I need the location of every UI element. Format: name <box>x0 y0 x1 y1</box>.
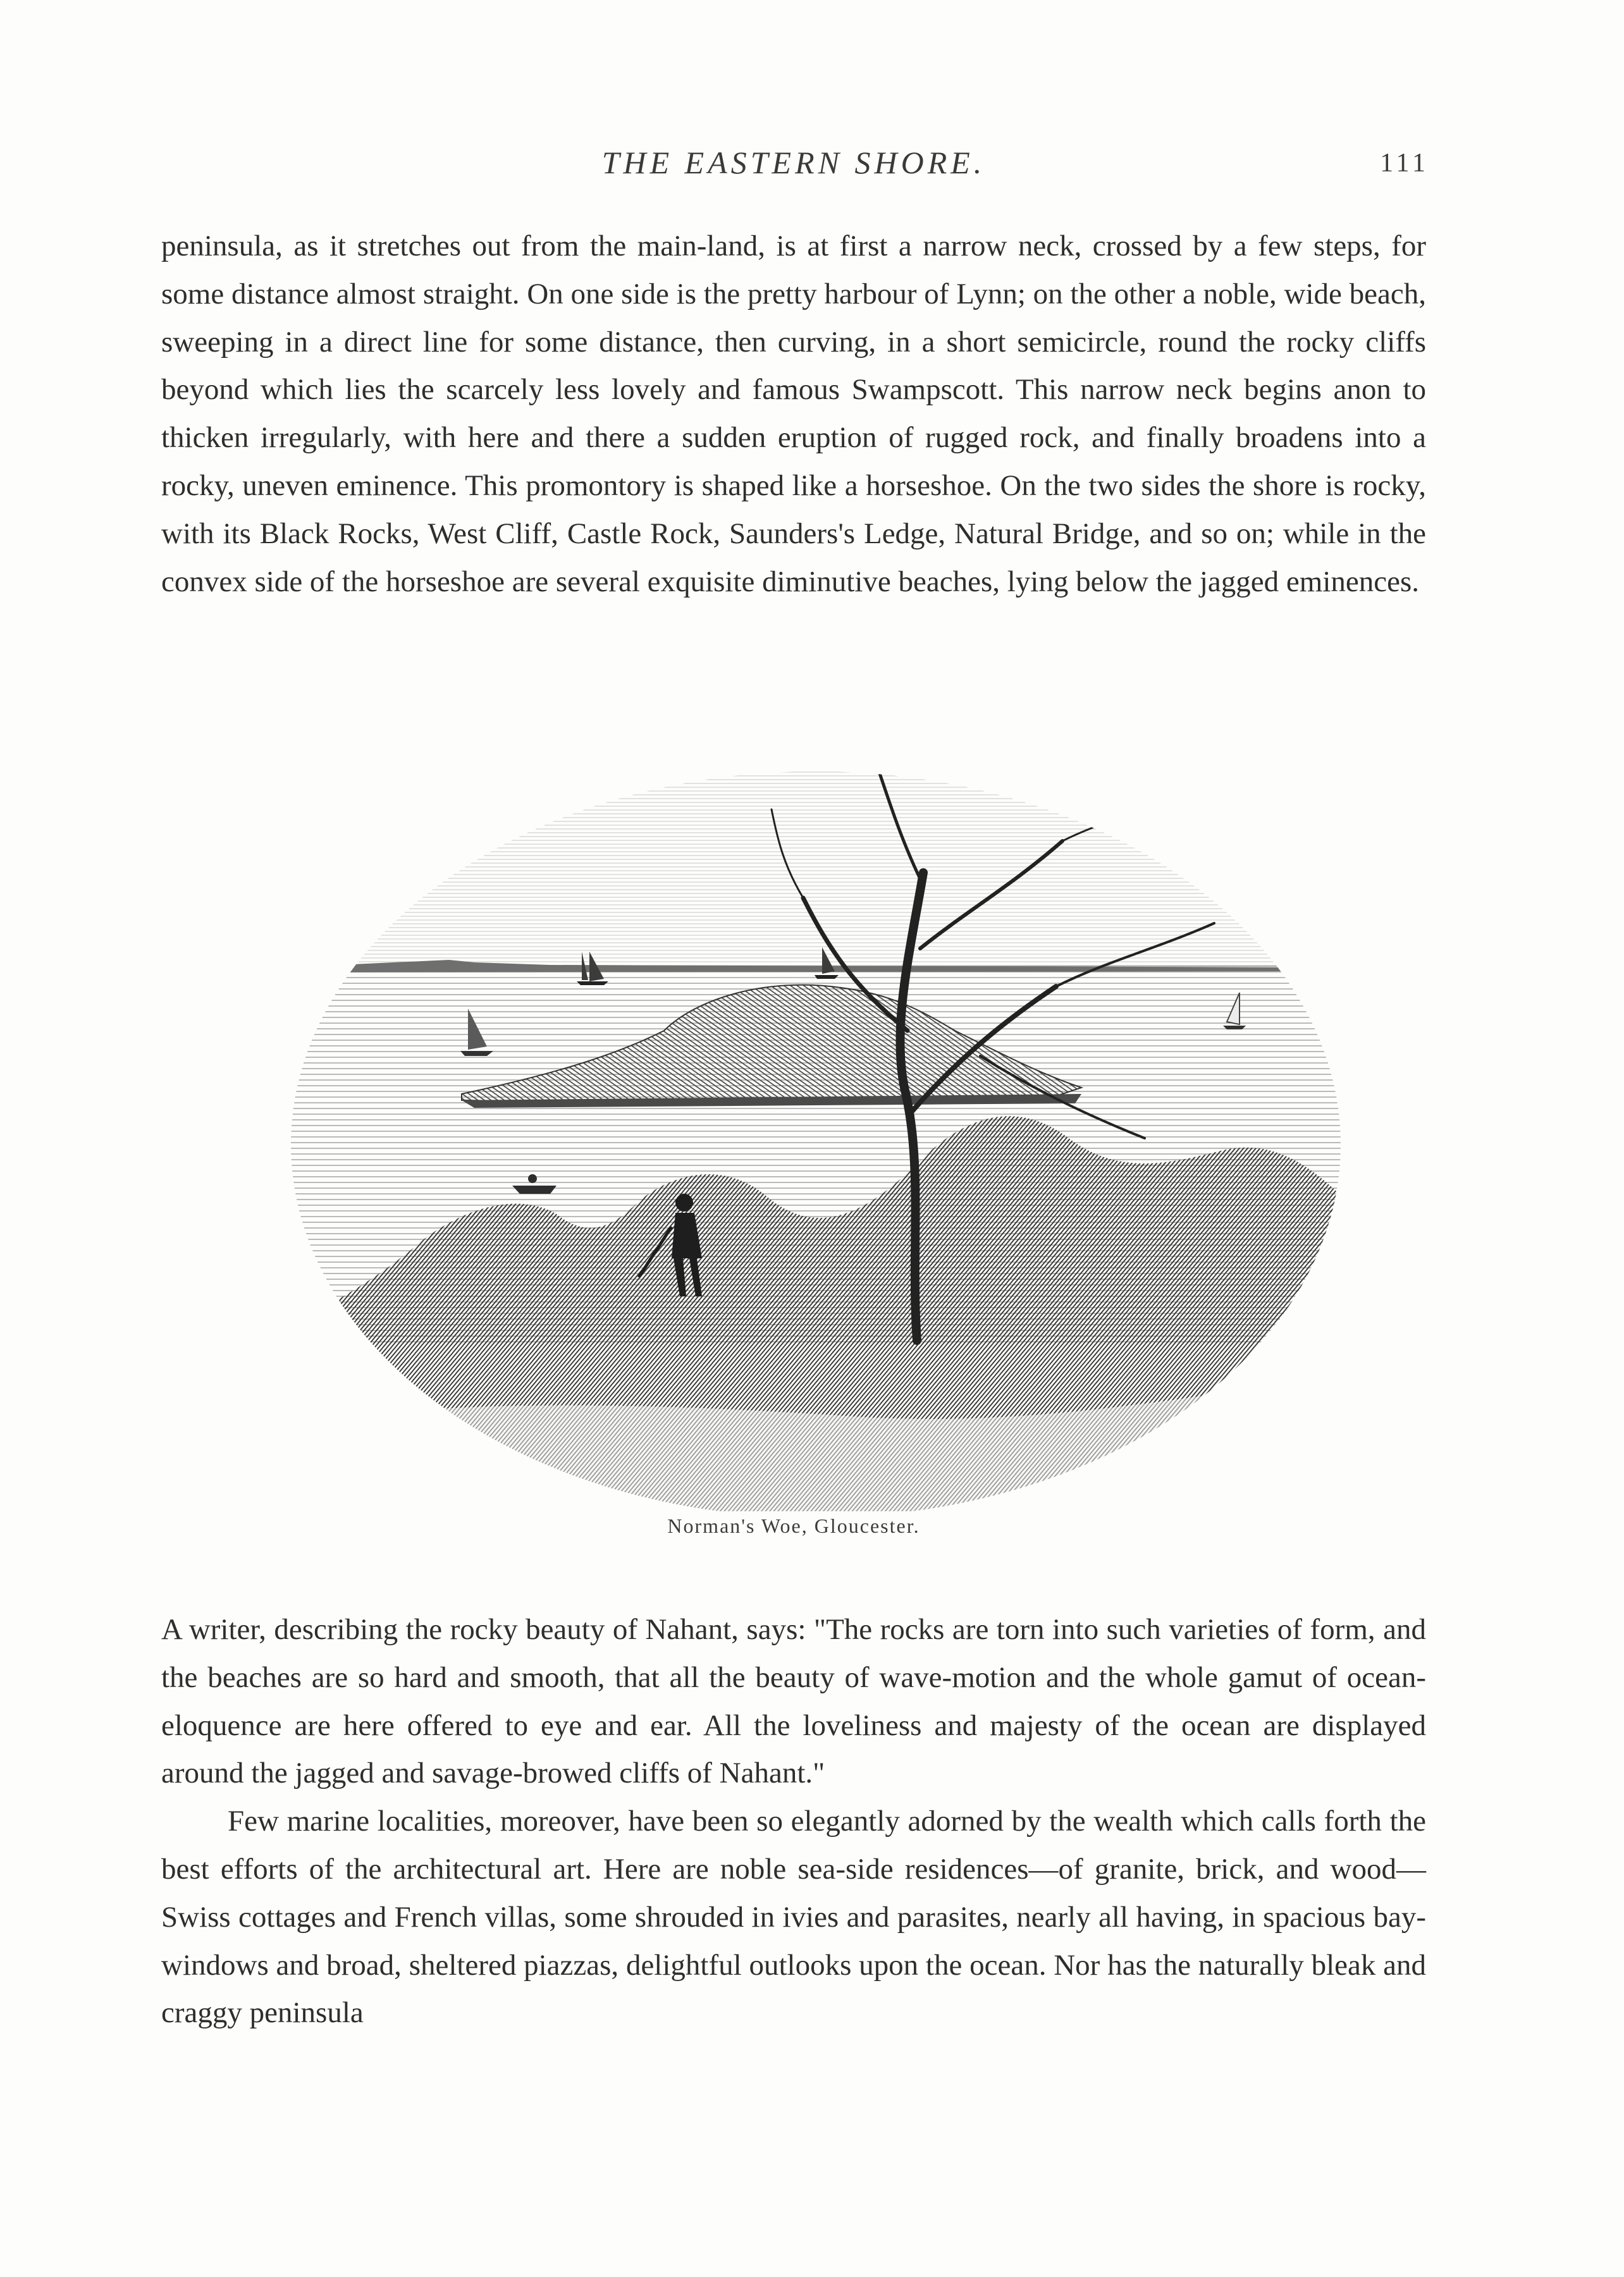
engraving-illustration <box>285 759 1347 1511</box>
body-text-bottom <box>161 1606 1426 2037</box>
page-number: 111 <box>1380 149 1429 178</box>
paragraph-quote: A writer, describing the rocky beauty of Nahant, says: "The rocks are torn into such varieties of form, and the beaches are so hard and smooth, that all the beauty of wave-motion and the whole gamut of ocean-eloquence are here offered to eye and ear. All the loveliness and majesty of the ocean are displayed around the jagged and savage-browed cliffs of Nahant." <box>161 1613 1426 1790</box>
engraving-scene <box>285 759 1347 1511</box>
paragraph-architecture: Few marine localities, moreover, have been so elegantly adorned by the wealth which calls forth the best efforts of the architectural art. Here are noble sea-side residences—of granite, brick, and wood—Swiss cottages and French villas, some shrouded in ivies and parasites, nearly all having, in spacious bay-windows and broad, sheltered piazzas, delightful outlooks upon the ocean. Nor has the naturally bleak and craggy peninsula <box>161 1805 1426 2030</box>
running-head <box>158 144 1429 188</box>
body-text-top <box>161 223 1426 606</box>
running-title: THE EASTERN SHORE. <box>601 145 986 180</box>
paragraph-continued: peninsula, as it stretches out from the main-land, is at first a narrow neck, crossed by a few steps, for some distance almost straight. On one side is the pretty harbour of Lynn; on the other a noble, wide beach, sweeping in a direct line for some distance, then curving, in a short semicircle, round the rocky cliffs beyond which lies the scarcely less lovely and famous Swampscott. This narrow neck begins anon to thicken irregularly, with here and there a sudden eruption of rugged rock, and finally broadens into a rocky, uneven eminence. This promontory is shaped like a horseshoe. On the two sides the shore is rocky, with its Black Rocks, West Cliff, Castle Rock, Saunders's Ledge, Natural Bridge, and so on; while in the convex side of the horseshoe are several exquisite diminutive beaches, lying below the jagged eminences. <box>161 230 1426 598</box>
sky <box>285 759 1347 967</box>
illustration-caption: Norman's Woe, Gloucester. <box>667 1514 920 1537</box>
